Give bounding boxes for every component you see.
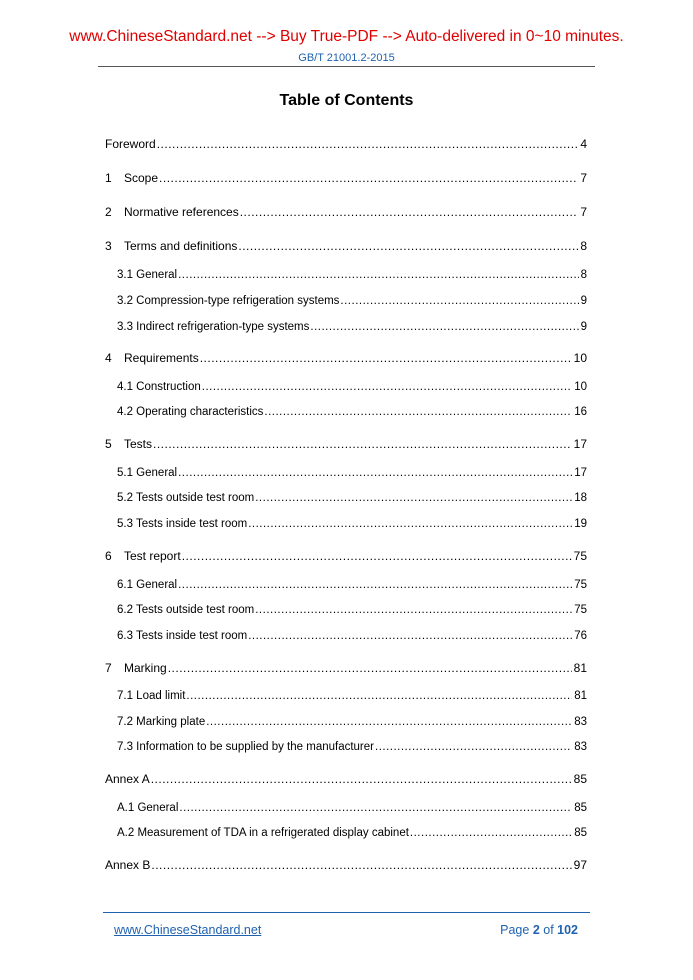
toc-entry[interactable] <box>117 269 587 281</box>
toc-entry-page: 7 <box>580 171 587 185</box>
toc-entry-title: 4.2 Operating characteristics <box>117 406 264 418</box>
toc-entry-page: 9 <box>580 295 587 307</box>
toc-dot-leader <box>375 741 572 753</box>
toc-entry-page: 85 <box>574 827 587 839</box>
toc-entry[interactable] <box>117 827 587 839</box>
toc-entry-title: 6.2 Tests outside test room <box>117 604 255 616</box>
toc-dot-leader <box>157 137 579 151</box>
toc-entry[interactable] <box>105 661 587 675</box>
toc-dot-leader <box>248 518 572 530</box>
toc-entry-title: Test report <box>124 549 181 563</box>
toc-entry-page: 85 <box>573 772 587 786</box>
toc-entry[interactable] <box>105 171 587 185</box>
toc-entry-page: 7 <box>580 205 587 219</box>
toc-entry-page: 85 <box>574 802 587 814</box>
document-id: GB/T 21001.2-2015 <box>298 52 395 64</box>
toc-entry-title: 7.3 Information to be supplied by the manufacturer <box>117 741 374 753</box>
toc-entry-title: 6.3 Tests inside test room <box>117 630 248 642</box>
toc-dot-leader <box>255 492 572 504</box>
toc-entry[interactable] <box>117 492 587 504</box>
toc-dot-leader <box>248 630 572 642</box>
toc-entry-title: 4.1 Construction <box>117 381 201 393</box>
toc-dot-leader <box>179 802 572 814</box>
promo-banner[interactable]: www.ChineseStandard.net --> Buy True-PDF --> Auto-delivered in 0~10 minutes. <box>69 28 624 45</box>
toc-entry[interactable] <box>117 604 587 616</box>
toc-dot-leader <box>240 205 579 219</box>
toc-entry-page: 97 <box>573 858 587 872</box>
toc-entry-title: 3.1 General <box>117 269 178 281</box>
toc-entry-page: 8 <box>580 239 587 253</box>
toc-dot-leader <box>255 604 572 616</box>
toc-entry-page: 19 <box>574 518 587 530</box>
page-indicator <box>500 923 578 937</box>
toc-entry[interactable] <box>117 467 587 479</box>
toc-dot-leader <box>206 716 572 728</box>
toc-entry-title: 6.1 General <box>117 579 178 591</box>
toc-entry-title: 5.2 Tests outside test room <box>117 492 255 504</box>
toc-entry-title: Scope <box>124 171 159 185</box>
toc-entry-title: A.2 Measurement of TDA in a refrigerated display cabinet <box>117 827 409 839</box>
toc-entry-page: 18 <box>574 492 587 504</box>
toc-entry-page: 75 <box>573 549 587 563</box>
toc-entry[interactable] <box>117 690 587 702</box>
footer-website-link[interactable]: www.ChineseStandard.net <box>114 923 262 937</box>
toc-entry[interactable] <box>117 518 587 530</box>
toc-entry-title: 5.3 Tests inside test room <box>117 518 248 530</box>
page-total: 102 <box>557 923 578 937</box>
toc-entry-title: Tests <box>124 437 153 451</box>
toc-entry-page: 8 <box>580 269 587 281</box>
toc-entry[interactable] <box>105 549 587 563</box>
toc-entry-title: Marking <box>124 661 167 675</box>
toc-entry-number: 3 <box>105 239 112 253</box>
toc-dot-leader <box>186 690 572 702</box>
toc-dot-leader <box>168 661 572 675</box>
toc-dot-leader <box>264 406 572 418</box>
toc-dot-leader <box>151 858 571 872</box>
toc-entry-number: 2 <box>105 205 112 219</box>
toc-entry-page: 83 <box>574 741 587 753</box>
toc-entry[interactable] <box>117 716 587 728</box>
page-current: 2 <box>532 923 540 937</box>
toc-entry-title: Annex A <box>105 772 150 786</box>
toc-entry-page: 17 <box>574 467 587 479</box>
toc-entry-page: 76 <box>574 630 587 642</box>
toc-entry-page: 81 <box>573 661 587 675</box>
toc-entry-title: 7.1 Load limit <box>117 690 186 702</box>
toc-entry-page: 10 <box>574 381 587 393</box>
toc-entry-page: 75 <box>574 604 587 616</box>
toc-entry[interactable] <box>105 239 587 253</box>
toc-entry-title: Requirements <box>124 351 199 365</box>
toc-entry-title: 5.1 General <box>117 467 178 479</box>
toc-dot-leader <box>200 351 572 365</box>
toc-dot-leader <box>178 579 572 591</box>
header-divider <box>98 66 595 67</box>
toc-entry-page: 17 <box>573 437 587 451</box>
toc-entry-title: 7.2 Marking plate <box>117 716 206 728</box>
toc-entry[interactable] <box>117 741 587 753</box>
toc-entry[interactable] <box>105 437 587 451</box>
toc-dot-leader <box>310 321 578 333</box>
toc-entry-number: 7 <box>105 661 112 675</box>
toc-entry[interactable] <box>105 858 587 872</box>
page-separator: of <box>539 923 558 937</box>
toc-entry-page: 4 <box>580 137 587 151</box>
toc-entry[interactable] <box>105 351 587 365</box>
page-prefix: Page <box>500 923 533 937</box>
toc-dot-leader <box>178 269 578 281</box>
toc-entry[interactable] <box>105 205 587 219</box>
page-title: Table of Contents <box>279 92 414 109</box>
toc-entry[interactable] <box>117 579 587 591</box>
toc-entry-title: Foreword <box>105 137 156 151</box>
toc-entry-number: 5 <box>105 437 112 451</box>
toc-dot-leader <box>159 171 578 185</box>
toc-dot-leader <box>410 827 572 839</box>
toc-dot-leader <box>153 437 572 451</box>
toc-entry-number: 4 <box>105 351 112 365</box>
toc-entry-title: 3.3 Indirect refrigeration-type systems <box>117 321 310 333</box>
toc-entry-page: 81 <box>574 690 587 702</box>
toc-dot-leader <box>151 772 572 786</box>
toc-entry[interactable] <box>105 137 587 151</box>
toc-entry-number: 1 <box>105 171 112 185</box>
toc-dot-leader <box>238 239 578 253</box>
toc-entry[interactable] <box>117 802 587 814</box>
toc-entry-number: 6 <box>105 549 112 563</box>
toc-entry-page: 16 <box>574 406 587 418</box>
toc-dot-leader <box>182 549 572 563</box>
footer-divider <box>103 912 590 913</box>
toc-entry-title: Annex B <box>105 858 151 872</box>
toc-entry-page: 10 <box>573 351 587 365</box>
toc-dot-leader <box>178 467 572 479</box>
toc-dot-leader <box>202 381 572 393</box>
toc-entry[interactable] <box>117 295 587 307</box>
toc-entry-title: 3.2 Compression-type refrigeration systems <box>117 295 340 307</box>
toc-entry[interactable] <box>105 772 587 786</box>
toc-entry-page: 9 <box>580 321 587 333</box>
toc-dot-leader <box>340 295 578 307</box>
toc-entry-title: A.1 General <box>117 802 179 814</box>
toc-entry-title: Terms and definitions <box>124 239 238 253</box>
toc-entry[interactable] <box>117 406 587 418</box>
toc-entry-page: 83 <box>574 716 587 728</box>
toc-entry[interactable] <box>117 630 587 642</box>
toc-entry-title: Normative references <box>124 205 239 219</box>
toc-entry-page: 75 <box>574 579 587 591</box>
toc-entry[interactable] <box>117 381 587 393</box>
toc-entry[interactable] <box>117 321 587 333</box>
